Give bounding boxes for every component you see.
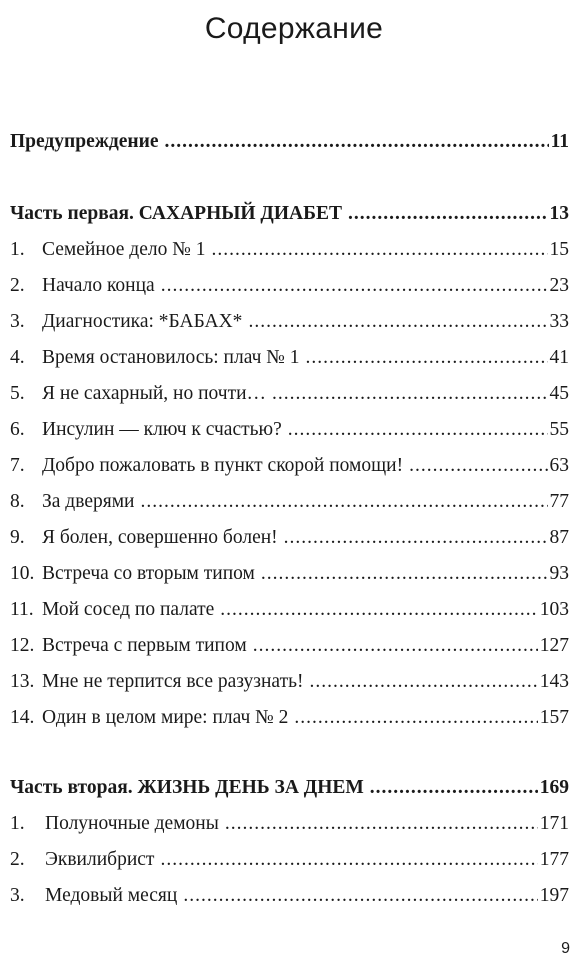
toc-leader-dots: [140, 490, 547, 514]
toc-entry-page: 87: [549, 527, 569, 548]
toc-entry-number: 2.: [10, 275, 25, 296]
toc-entry-page: 77: [549, 491, 569, 512]
toc-entry-number: 3.: [10, 885, 25, 906]
toc-entry-title: Время остановилось: плач № 1: [42, 347, 300, 368]
toc-leader-dots: [272, 382, 547, 406]
toc-entry-title: Семейное дело № 1: [42, 239, 206, 260]
toc-leader-dots: [253, 634, 538, 658]
toc-entry[interactable]: [10, 592, 569, 622]
toc-leader-dots: [183, 884, 537, 908]
toc-entry-title: Я болен, совершенно болен!: [42, 527, 278, 548]
toc-entry-title: Эквилибрист: [45, 849, 155, 870]
toc-entry-page: 11: [550, 131, 569, 152]
toc-entry[interactable]: [10, 628, 569, 658]
toc-entry[interactable]: [10, 412, 569, 442]
toc-entry-number: 10.: [10, 563, 35, 584]
toc-entry-number: 6.: [10, 419, 25, 440]
toc-entry-title: Часть первая. САХАРНЫЙ ДИАБЕТ: [10, 203, 342, 224]
toc-entry[interactable]: [10, 376, 569, 406]
toc-leader-dots: [220, 598, 537, 622]
toc-entry-number: 8.: [10, 491, 25, 512]
toc-entry-title: Один в целом мире: плач № 2: [42, 707, 289, 728]
toc-entry-number: 13.: [10, 671, 35, 692]
toc-entry-page: 177: [539, 849, 569, 870]
toc-entry-page: 41: [549, 347, 569, 368]
toc-entry-title: Предупреждение: [10, 131, 159, 152]
toc-part-two[interactable]: [10, 770, 569, 800]
toc-entry-page: 63: [549, 455, 569, 476]
toc-entry[interactable]: [10, 520, 569, 550]
toc-entry-warning[interactable]: [10, 124, 569, 154]
toc-entry[interactable]: [10, 448, 569, 478]
toc-entry-number: 4.: [10, 347, 25, 368]
toc-entry[interactable]: [10, 700, 569, 730]
toc-entry-number: 9.: [10, 527, 25, 548]
toc-leader-dots: [294, 706, 537, 730]
toc-entry-page: 197: [539, 885, 569, 906]
toc-entry-page: 45: [549, 383, 569, 404]
toc-entry[interactable]: [10, 232, 569, 262]
toc-leader-dots: [306, 346, 548, 370]
toc-entry-number: 1.: [10, 813, 25, 834]
toc-entry[interactable]: [10, 842, 569, 872]
toc-entry-page: 143: [539, 671, 569, 692]
page-number: 9: [561, 940, 570, 957]
toc-leader-dots: [288, 418, 548, 442]
toc-leader-dots: [160, 848, 537, 872]
toc-leader-dots: [211, 238, 547, 262]
toc-leader-dots: [165, 130, 549, 154]
toc-entry-title: За дверями: [42, 491, 135, 512]
toc-entry[interactable]: [10, 304, 569, 334]
toc-entry-title: Встреча с первым типом: [42, 635, 247, 656]
toc-entry-page: 169: [539, 777, 569, 798]
toc-entry-page: 55: [549, 419, 569, 440]
toc-entry[interactable]: [10, 556, 569, 586]
toc-entry-title: Я не сахарный, но почти…: [42, 383, 267, 404]
toc-entry-page: 93: [549, 563, 569, 584]
toc-entry-number: 3.: [10, 311, 25, 332]
toc-entry[interactable]: [10, 664, 569, 694]
toc-entry-title: Часть вторая. ЖИЗНЬ ДЕНЬ ЗА ДНЕМ: [10, 777, 364, 798]
toc-entry-page: 171: [539, 813, 569, 834]
page-title: Содержание: [204, 12, 384, 45]
toc-entry-number: 12.: [10, 635, 35, 656]
toc-leader-dots: [348, 202, 548, 226]
toc-entry-title: Инсулин — ключ к счастью?: [42, 419, 282, 440]
toc-entry-number: 5.: [10, 383, 25, 404]
toc-leader-dots: [261, 562, 548, 586]
toc-entry-title: Добро пожаловать в пункт скорой помощи!: [42, 455, 404, 476]
toc-entry-number: 2.: [10, 849, 25, 870]
toc-entry-title: Начало конца: [42, 275, 155, 296]
toc-entry-number: 11.: [10, 599, 34, 620]
toc-entry-page: 33: [549, 311, 569, 332]
toc-entry[interactable]: [10, 268, 569, 298]
toc-entry-page: 157: [539, 707, 569, 728]
toc-leader-dots: [409, 454, 547, 478]
toc-entry-title: Полуночные демоны: [45, 813, 219, 834]
toc-entry[interactable]: [10, 878, 569, 908]
toc-entry-page: 15: [549, 239, 569, 260]
toc-entry-page: 103: [539, 599, 569, 620]
toc-leader-dots: [248, 310, 547, 334]
toc-leader-dots: [284, 526, 548, 550]
toc-leader-dots: [370, 776, 538, 800]
toc-entry[interactable]: [10, 340, 569, 370]
toc-entry-page: 13: [549, 203, 569, 224]
toc-part-one[interactable]: [10, 196, 569, 226]
toc-entry-title: Диагностика: *БАБАХ*: [42, 311, 243, 332]
toc-entry-number: 1.: [10, 239, 25, 260]
toc-leader-dots: [225, 812, 538, 836]
toc-entry-page: 127: [539, 635, 569, 656]
toc-entry-number: 14.: [10, 707, 35, 728]
toc-leader-dots: [161, 274, 548, 298]
toc-entry-page: 23: [549, 275, 569, 296]
toc-entry-number: 7.: [10, 455, 25, 476]
toc-entry[interactable]: [10, 806, 569, 836]
toc-entry-title: Медовый месяц: [45, 885, 178, 906]
toc-entry-title: Встреча со вторым типом: [42, 563, 255, 584]
toc-leader-dots: [310, 670, 538, 694]
toc-entry-title: Мне не терпится все разузнать!: [42, 671, 304, 692]
toc-entry-title: Мой сосед по палате: [42, 599, 215, 620]
toc-entry[interactable]: [10, 484, 569, 514]
